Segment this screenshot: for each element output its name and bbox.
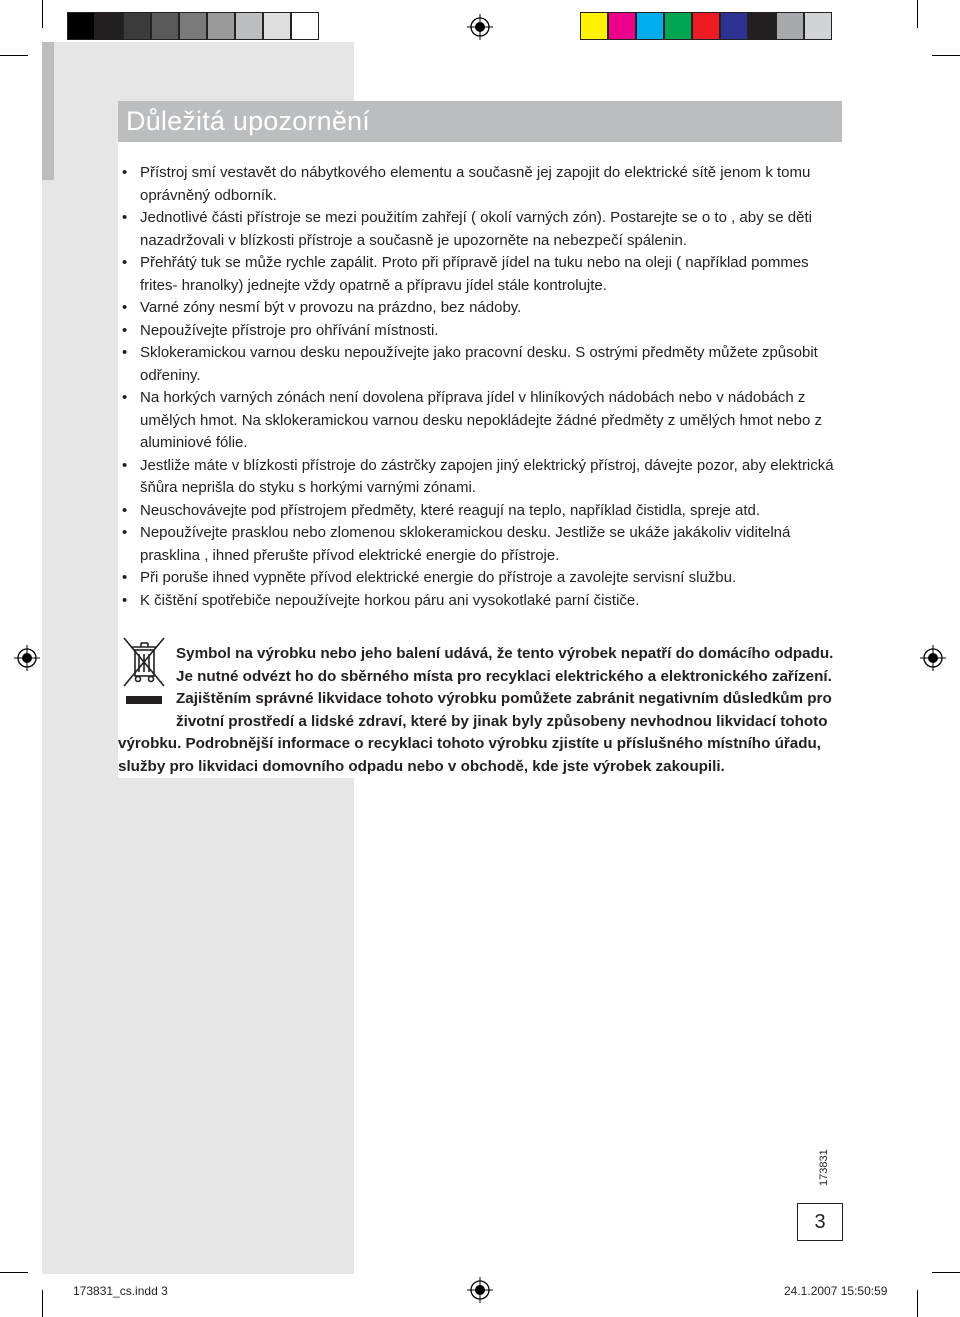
side-panel-edge <box>42 42 54 180</box>
crop-mark <box>0 1272 28 1273</box>
crop-mark <box>917 1290 918 1317</box>
warning-item: • Neuschovávejte pod přístrojem předměty, které reagují na teplo, například čistidla, spreje atd. <box>118 500 842 523</box>
page-content <box>118 101 842 778</box>
color-swatch <box>804 12 832 40</box>
crop-mark <box>932 55 960 56</box>
color-swatch <box>263 12 291 40</box>
color-swatch <box>67 12 95 40</box>
recycling-text <box>118 643 842 778</box>
page-title: Důležitá upozornění <box>126 106 370 136</box>
cmyk-color-bar <box>580 12 832 42</box>
registration-mark-icon <box>14 645 40 671</box>
color-swatch <box>235 12 263 40</box>
color-swatch <box>692 12 720 40</box>
grayscale-color-bar <box>67 12 319 42</box>
title-bar <box>118 101 842 142</box>
color-swatch <box>123 12 151 40</box>
warning-item: • Sklokeramickou varnou desku nepoužívejte jako pracovní desku. S ostrými předměty můžete způsobit odřeniny. <box>118 342 842 387</box>
footer-date: 24.1.2007 15:50:59 <box>784 1284 888 1298</box>
recycling-notice <box>118 632 842 778</box>
warning-item: • Na horkých varných zónách není dovolena příprava jídel v hliníkových nádobách nebo v nádobách z umělých hmot. Na sklokeramickou varnou desku nepokládejte žádné předměty z umělých hmot nebo z aluminiové fólie. <box>118 387 842 455</box>
color-swatch <box>748 12 776 40</box>
warning-item: • Varné zóny nesmí být v provozu na prázdno, bez nádoby. <box>118 297 842 320</box>
registration-mark-icon <box>467 1277 493 1303</box>
footer-file: 173831_cs.indd 3 <box>73 1284 168 1298</box>
warning-item: • Nepoužívejte prasklou nebo zlomenou sklokeramickou desku. Jestliže se ukáže jakákoliv viditelná prasklina , ihned přerušte přívod elektrické energie do přístroje. <box>118 522 842 567</box>
color-swatch <box>664 12 692 40</box>
crop-mark <box>917 0 918 28</box>
registration-mark-icon <box>920 645 946 671</box>
warning-item: • K čištění spotřebiče nepoužívejte horkou páru ani vysokotlaké parní čističe. <box>118 590 842 613</box>
color-swatch <box>580 12 608 40</box>
color-swatch <box>608 12 636 40</box>
warning-item: • Přístroj smí vestavět do nábytkového elementu a současně jej zapojit do elektrické sítě jenom k tomu oprávněný odborník. <box>118 162 842 207</box>
color-swatch <box>207 12 235 40</box>
color-swatch <box>776 12 804 40</box>
registration-mark-icon <box>467 14 493 40</box>
recycling-note: Symbol na výrobku nebo jeho balení udává, že tento výrobek nepatří do domácího odpadu. Je nutné odvézt ho do sběrného místa pro recyklaci elektrického a elektronického zařízení. Zajištěním správné likvidace tohoto výrobku pomůžete zabránit negativním důsledkům pro životní prostředí a lidské zdraví, které by jinak byly způsobeny nevhodnou likvidací tohoto výrobku. Podrobnější informace o recyklaci tohoto výrobku zjistíte u příslušného místního úřadu, služby pro likvidaci domovního odpadu nebo v obchodě, kde jste výrobek zakoupili. <box>118 645 834 775</box>
vertical-code: 173831 <box>818 1149 830 1186</box>
color-swatch <box>151 12 179 40</box>
color-swatch <box>636 12 664 40</box>
warning-item: • Při poruše ihned vypněte přívod elektrické energie do přístroje a zavolejte servisní službu. <box>118 567 842 590</box>
warning-item: • Jednotlivé části přístroje se mezi použitím zahřejí ( okolí varných zón). Postarejte se o to , aby se děti nazadržovali v blízkosti přístroje a současně je upozorněte na nebezpečí spálenin. <box>118 207 842 252</box>
crop-mark <box>42 0 43 28</box>
warning-item: • Jestliže máte v blízkosti přístroje do zástrčky zapojen jiný elektrický přístroj, dávejte pozor, aby elektrická šňůra neprišla do styku s horkými varnými zónami. <box>118 455 842 500</box>
warning-item: • Nepoužívejte přístroje pro ohřívání místnosti. <box>118 320 842 343</box>
color-swatch <box>291 12 319 40</box>
crossed-out-wheelie-bin-icon <box>122 632 166 716</box>
crop-mark <box>932 1272 960 1273</box>
color-swatch <box>95 12 123 40</box>
color-swatch <box>720 12 748 40</box>
warnings-list <box>118 142 842 612</box>
crop-mark <box>0 55 28 56</box>
page-number: 3 <box>797 1203 843 1241</box>
color-swatch <box>179 12 207 40</box>
warning-item: • Přehřátý tuk se může rychle zapálit. Proto při přípravě jídel na tuku nebo na oleji ( například pommes frites- hranolky) jednejte vždy opatrně a přípravu jídel stále kontrolujte. <box>118 252 842 297</box>
crop-mark <box>42 1290 43 1317</box>
